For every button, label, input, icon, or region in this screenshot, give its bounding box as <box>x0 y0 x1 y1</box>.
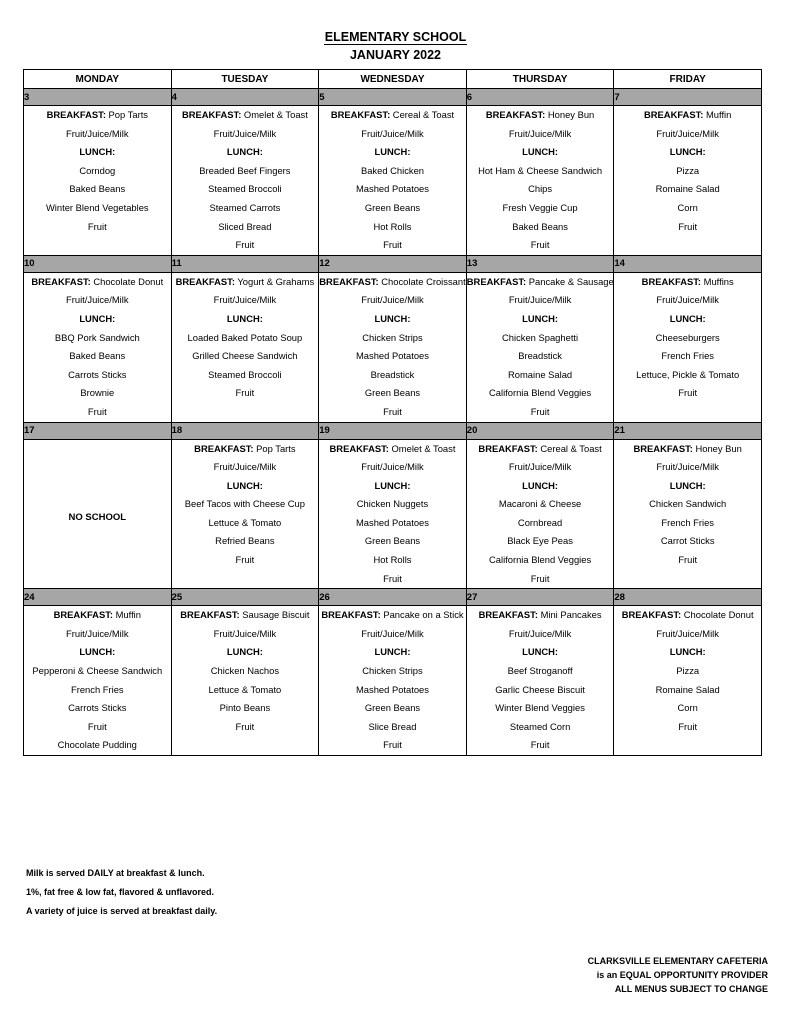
breakfast-line <box>319 440 466 459</box>
breakfast-item: Pancake & Sausage <box>526 275 614 287</box>
day-header-row <box>24 70 762 89</box>
lunch-item: Beef Stroganoff <box>507 665 573 677</box>
lunch-item: Fruit <box>678 387 698 399</box>
menu-cell <box>24 439 172 589</box>
lunch-item: Corn <box>677 201 698 213</box>
footer-subject-to-change: ALL MENUS SUBJECT TO CHANGE <box>614 984 768 994</box>
drink-line: Fruit/Juice/Milk <box>508 294 572 306</box>
drink-line: Fruit/Juice/Milk <box>361 627 424 639</box>
menu-cell <box>614 272 762 422</box>
lunch-item: Steamed Broccoli <box>208 368 282 380</box>
lunch-item: Chicken Spaghetti <box>502 331 579 343</box>
menu-cell <box>24 272 172 422</box>
menu-row <box>24 106 762 256</box>
date-row <box>24 255 762 272</box>
lunch-item: Breaded Beef Fingers <box>199 164 291 176</box>
lunch-item: Fruit <box>235 239 255 251</box>
lunch-item: Fruit <box>530 739 550 751</box>
drink-line: Fruit/Juice/Milk <box>508 127 572 139</box>
menu-cell <box>466 606 614 756</box>
lunch-item: Steamed Corn <box>509 720 571 732</box>
breakfast-line <box>172 606 319 625</box>
lunch-item: French Fries <box>70 683 124 695</box>
menu-calendar-table <box>23 69 762 756</box>
breakfast-item: Muffins <box>701 275 734 287</box>
lunch-label: LUNCH: <box>226 146 263 158</box>
breakfast-line <box>614 106 761 125</box>
lunch-item: Fruit <box>87 220 107 232</box>
drink-line: Fruit/Juice/Milk <box>361 127 424 139</box>
menu-cell <box>614 439 762 589</box>
breakfast-label: BREAKFAST: <box>466 275 527 287</box>
date-number: 7 <box>614 89 762 106</box>
lunch-item: Chicken Nachos <box>210 665 280 677</box>
breakfast-line <box>467 273 614 292</box>
day-header-wednesday: WEDNESDAY <box>319 70 467 89</box>
menu-cell <box>171 106 319 256</box>
date-number: 26 <box>319 589 467 606</box>
lunch-label: LUNCH: <box>522 312 559 324</box>
breakfast-line <box>172 273 319 292</box>
breakfast-label: BREAKFAST: <box>329 442 389 454</box>
lunch-item: Lettuce, Pickle & Tomato <box>636 368 740 380</box>
breakfast-label: BREAKFAST: <box>633 442 693 454</box>
breakfast-label: BREAKFAST: <box>641 275 702 287</box>
lunch-label: LUNCH: <box>226 479 263 491</box>
lunch-item: Fruit <box>678 220 698 232</box>
drink-line: Fruit/Juice/Milk <box>213 127 277 139</box>
footer-equal-opportunity: is an EQUAL OPPORTUNITY PROVIDER <box>596 970 768 980</box>
lunch-item: Green Beans <box>364 535 421 547</box>
breakfast-item: Pop Tarts <box>105 109 148 120</box>
breakfast-label: BREAKFAST: <box>321 609 381 621</box>
lunch-item: Steamed Carrots <box>209 201 281 213</box>
lunch-item: Fresh Veggie Cup <box>502 201 578 213</box>
breakfast-label: BREAKFAST: <box>194 442 254 454</box>
lunch-item: Beef Tacos with Cheese Cup <box>184 498 305 510</box>
lunch-item: Chicken Sandwich <box>649 498 727 510</box>
lunch-item: Fruit <box>530 405 550 417</box>
breakfast-item: Chocolate Donut <box>90 275 164 287</box>
page-subtitle: JANUARY 2022 <box>349 48 441 62</box>
lunch-item: Lettuce & Tomato <box>208 683 282 695</box>
lunch-item: Romaine Salad <box>508 368 573 380</box>
date-number: 14 <box>614 255 762 272</box>
date-number: 6 <box>466 89 614 106</box>
drink-line: Fruit/Juice/Milk <box>66 294 129 306</box>
breakfast-label: BREAKFAST: <box>478 442 538 454</box>
drink-line: Fruit/Juice/Milk <box>66 127 129 139</box>
date-number: 18 <box>171 422 319 439</box>
lunch-label: LUNCH: <box>669 646 706 658</box>
breakfast-label: BREAKFAST: <box>181 109 242 120</box>
note-milk: Milk is served DAILY at breakfast & lunch. <box>26 868 205 878</box>
day-header-friday: FRIDAY <box>614 70 762 89</box>
date-number: 25 <box>171 589 319 606</box>
lunch-item: Fruit <box>530 239 550 251</box>
lunch-label: LUNCH: <box>374 312 411 324</box>
menu-cell <box>171 606 319 756</box>
lunch-item: Fruit <box>678 554 698 566</box>
lunch-label: LUNCH: <box>79 646 116 658</box>
lunch-item: Corn <box>677 702 698 714</box>
lunch-label: LUNCH: <box>522 146 559 158</box>
lunch-item: Loaded Baked Potato Soup <box>187 331 303 343</box>
no-school-block <box>24 440 171 588</box>
menu-cell <box>466 106 614 256</box>
lunch-item: Mashed Potatoes <box>356 516 429 528</box>
date-number: 28 <box>614 589 762 606</box>
lunch-item: Mashed Potatoes <box>356 350 429 362</box>
menu-cell <box>614 106 762 256</box>
lunch-item: Green Beans <box>364 702 421 714</box>
lunch-item: Chips <box>528 183 553 195</box>
date-number: 20 <box>466 422 614 439</box>
breakfast-line <box>172 440 319 459</box>
drink-line: Fruit/Juice/Milk <box>656 627 719 639</box>
lunch-item: Corndog <box>79 164 116 176</box>
breakfast-label: BREAKFAST: <box>175 275 235 287</box>
lunch-item: Fruit <box>235 554 255 566</box>
lunch-item: Mashed Potatoes <box>356 183 429 195</box>
lunch-item: Fruit <box>530 572 550 584</box>
lunch-item: Breadstick <box>518 350 562 362</box>
lunch-item: Baked Chicken <box>360 164 425 176</box>
lunch-item: BBQ Pork Sandwich <box>54 331 140 343</box>
menu-cell <box>319 439 467 589</box>
lunch-item: Fruit <box>383 572 402 584</box>
drink-line: Fruit/Juice/Milk <box>361 461 424 473</box>
lunch-label: LUNCH: <box>669 146 706 158</box>
breakfast-line <box>24 606 171 625</box>
menu-cell <box>319 606 467 756</box>
breakfast-item: Yogurt & Grahams <box>234 275 315 287</box>
menu-row <box>24 606 762 756</box>
lunch-item: Winter Blend Vegetables <box>45 201 149 213</box>
lunch-item: Lettuce & Tomato <box>208 516 282 528</box>
date-number: 24 <box>24 589 172 606</box>
date-number: 5 <box>319 89 467 106</box>
lunch-label: LUNCH: <box>374 646 411 658</box>
menu-cell <box>319 272 467 422</box>
breakfast-label: BREAKFAST: <box>330 109 391 120</box>
lunch-item: Carrots Sticks <box>68 702 127 714</box>
breakfast-item: Omelet & Toast <box>241 109 308 120</box>
menu-cell <box>319 106 467 256</box>
no-school-label: NO SCHOOL <box>68 511 127 523</box>
lunch-item: Hot Ham & Cheese Sandwich <box>478 164 603 176</box>
date-row <box>24 89 762 106</box>
drink-line: Fruit/Juice/Milk <box>656 461 719 473</box>
lunch-item: Baked Beans <box>69 350 126 362</box>
lunch-item: Fruit <box>383 405 402 417</box>
lunch-item: Hot Rolls <box>373 554 412 566</box>
lunch-item: Romaine Salad <box>655 683 720 695</box>
note-milk-types: 1%, fat free & low fat, flavored & unflavored. <box>26 887 215 897</box>
menu-row <box>24 272 762 422</box>
lunch-label: LUNCH: <box>669 479 706 491</box>
menu-row <box>24 439 762 589</box>
lunch-item: Baked Beans <box>512 220 568 232</box>
lunch-item: Fruit <box>87 720 107 732</box>
breakfast-item: Mini Pancakes <box>537 609 602 621</box>
lunch-label: LUNCH: <box>374 479 411 491</box>
lunch-item: Black Eye Peas <box>507 535 573 547</box>
date-row <box>24 589 762 606</box>
drink-line: Fruit/Juice/Milk <box>656 294 719 306</box>
lunch-item: Refried Beans <box>215 535 275 547</box>
breakfast-label: BREAKFAST: <box>31 275 91 287</box>
lunch-item: Hot Rolls <box>373 220 412 232</box>
drink-line: Fruit/Juice/Milk <box>508 627 572 639</box>
breakfast-label: BREAKFAST: <box>319 275 379 287</box>
lunch-item: Grilled Cheese Sandwich <box>192 350 298 362</box>
drink-line: Fruit/Juice/Milk <box>66 627 129 639</box>
breakfast-item: Pop Tarts <box>253 442 296 454</box>
day-header-monday: MONDAY <box>24 70 172 89</box>
lunch-item: Pepperoni & Cheese Sandwich <box>32 665 163 677</box>
lunch-item: Macaroni & Cheese <box>498 498 582 510</box>
breakfast-label: BREAKFAST: <box>644 109 704 120</box>
breakfast-item: Pancake on a Stick <box>380 609 464 621</box>
breakfast-line <box>614 273 761 292</box>
breakfast-item: Chocolate Donut <box>681 609 754 621</box>
lunch-item: Fruit <box>383 239 402 251</box>
lunch-item: Chocolate Pudding <box>57 739 137 751</box>
lunch-label: LUNCH: <box>226 646 263 658</box>
lunch-item: Romaine Salad <box>655 183 720 195</box>
lunch-item: Green Beans <box>364 201 421 213</box>
lunch-item: Brownie <box>80 387 115 399</box>
breakfast-line <box>24 273 171 292</box>
breakfast-line <box>319 273 466 292</box>
date-number: 10 <box>24 255 172 272</box>
date-number: 21 <box>614 422 762 439</box>
page-title-text: ELEMENTARY SCHOOL <box>324 30 467 44</box>
breakfast-line <box>467 106 614 125</box>
breakfast-label: BREAKFAST: <box>485 109 546 120</box>
lunch-item: Mashed Potatoes <box>356 683 429 695</box>
lunch-label: LUNCH: <box>522 646 559 658</box>
menu-cell <box>466 272 614 422</box>
lunch-label: LUNCH: <box>374 146 411 158</box>
lunch-label: LUNCH: <box>522 479 559 491</box>
menu-cell <box>614 606 762 756</box>
lunch-item: Pinto Beans <box>219 702 271 714</box>
date-number: 27 <box>466 589 614 606</box>
lunch-item: Cheeseburgers <box>655 331 720 343</box>
drink-line: Fruit/Juice/Milk <box>361 294 424 306</box>
breakfast-label: BREAKFAST: <box>53 609 113 621</box>
lunch-item: Slice Bread <box>368 720 417 732</box>
breakfast-line <box>614 440 761 459</box>
breakfast-item: Sausage Biscuit <box>239 609 310 621</box>
date-number: 11 <box>171 255 319 272</box>
day-header-tuesday: TUESDAY <box>171 70 319 89</box>
lunch-item: Sliced Bread <box>218 220 272 232</box>
menu-cell <box>171 439 319 589</box>
lunch-item: Steamed Broccoli <box>208 183 282 195</box>
lunch-item: Cornbread <box>517 516 563 528</box>
lunch-item: Fruit <box>235 720 255 732</box>
lunch-item: Winter Blend Veggies <box>495 702 585 714</box>
lunch-item: French Fries <box>661 516 714 528</box>
breakfast-item: Muffin <box>703 109 732 120</box>
drink-line: Fruit/Juice/Milk <box>656 127 719 139</box>
breakfast-item: Cereal & Toast <box>390 109 455 120</box>
lunch-label: LUNCH: <box>226 312 263 324</box>
breakfast-label: BREAKFAST: <box>478 609 538 621</box>
drink-line: Fruit/Juice/Milk <box>213 627 277 639</box>
breakfast-item: Muffin <box>113 609 141 621</box>
lunch-label: LUNCH: <box>669 312 706 324</box>
breakfast-line <box>467 606 614 625</box>
lunch-label: LUNCH: <box>79 312 116 324</box>
day-header-thursday: THURSDAY <box>466 70 614 89</box>
breakfast-item: Omelet & Toast <box>388 442 456 454</box>
date-number: 4 <box>171 89 319 106</box>
lunch-item: Fruit <box>87 405 107 417</box>
breakfast-item: Honey Bun <box>545 109 595 120</box>
breakfast-line <box>614 606 761 625</box>
menu-cell <box>24 106 172 256</box>
lunch-item: Carrot Sticks <box>660 535 715 547</box>
lunch-item: Fruit <box>678 720 698 732</box>
menu-cell <box>466 439 614 589</box>
breakfast-label: BREAKFAST: <box>180 609 240 621</box>
menu-body <box>24 89 762 756</box>
lunch-item: Chicken Strips <box>362 665 423 677</box>
lunch-item: Fruit <box>235 387 255 399</box>
date-number: 13 <box>466 255 614 272</box>
lunch-item: Breadstick <box>370 368 415 380</box>
lunch-item: Green Beans <box>364 387 421 399</box>
date-number: 3 <box>24 89 172 106</box>
lunch-item: Chicken Nuggets <box>356 498 429 510</box>
breakfast-line <box>172 106 319 125</box>
date-number: 12 <box>319 255 467 272</box>
lunch-item: Fruit <box>383 739 402 751</box>
lunch-item: Pizza <box>676 164 700 176</box>
page-title <box>0 30 791 44</box>
menu-cell <box>24 606 172 756</box>
breakfast-label: BREAKFAST: <box>621 609 682 621</box>
menu-cell <box>171 272 319 422</box>
lunch-item: California Blend Veggies <box>489 387 592 399</box>
breakfast-line <box>319 606 466 625</box>
breakfast-item: Chocolate Croissant <box>378 275 466 287</box>
note-juice: A variety of juice is served at breakfast daily. <box>26 906 218 916</box>
footer-cafeteria: CLARKSVILLE ELEMENTARY CAFETERIA <box>587 956 768 966</box>
lunch-label: LUNCH: <box>79 146 116 158</box>
lunch-item: French Fries <box>661 350 714 362</box>
drink-line: Fruit/Juice/Milk <box>213 294 277 306</box>
lunch-item: Pizza <box>676 665 700 677</box>
date-number: 19 <box>319 422 467 439</box>
date-row <box>24 422 762 439</box>
breakfast-line <box>467 440 614 459</box>
date-number: 17 <box>24 422 172 439</box>
lunch-item: California Blend Veggies <box>489 554 592 566</box>
lunch-item: Garlic Cheese Biscuit <box>495 683 585 695</box>
drink-line: Fruit/Juice/Milk <box>508 461 572 473</box>
breakfast-line <box>24 106 171 125</box>
breakfast-line <box>319 106 466 125</box>
breakfast-item: Honey Bun <box>692 442 742 454</box>
lunch-item: Chicken Strips <box>362 331 423 343</box>
lunch-item: Baked Beans <box>69 183 126 195</box>
lunch-item: Carrots Sticks <box>68 368 127 380</box>
breakfast-label: BREAKFAST: <box>46 109 106 120</box>
drink-line: Fruit/Juice/Milk <box>213 461 277 473</box>
breakfast-item: Cereal & Toast <box>537 442 602 454</box>
